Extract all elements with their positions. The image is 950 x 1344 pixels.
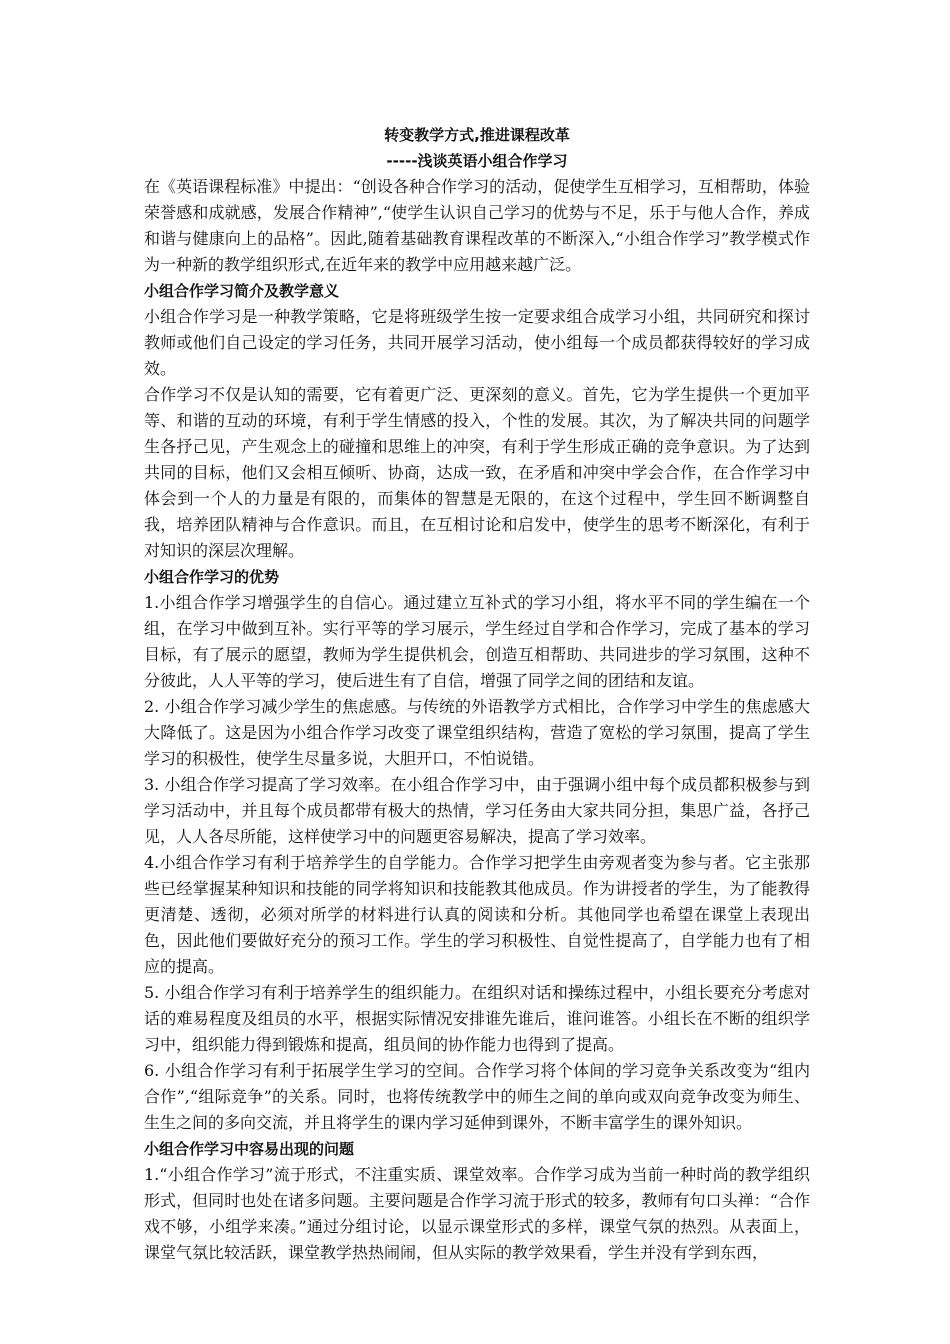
body-paragraph: 3. 小组合作学习提高了学习效率。在小组合作学习中，由于强调小组中每个成员都积极参与到学习活动中，并且每个成员都带有极大的热情，学习任务由大家共同分担，集思广益，各抒己见，人人各尽所能，这样使学习中的问题更容易解决，提高了学习效率。 bbox=[144, 775, 810, 846]
section-heading: 小组合作学习的优势 bbox=[144, 568, 280, 586]
body-paragraph: 小组合作学习是一种教学策略，它是将班级学生按一定要求组合成学习小组，共同研究和探讨教师或他们自己设定的学习任务，共同开展学习活动，使小组每一个成员都获得较好的学习成效。 bbox=[144, 307, 810, 378]
body-paragraph: 4.小组合作学习有利于培养学生的自学能力。合作学习把学生由旁观者变为参与者。它主张那些已经掌握某种知识和技能的同学将知识和技能教其他成员。作为讲授者的学生，为了能教得更清楚、透彻，必须对所学的材料进行认真的阅读和分析。其他同学也希望在课堂上表现出色，因此他们要做好充分的预习工作。学生的学习积极性、自觉性提高了，自学能力也有了相应的提高。 bbox=[144, 853, 810, 976]
section-heading: 小组合作学习简介及教学意义 bbox=[144, 282, 340, 300]
section-heading: 小组合作学习中容易出现的问题 bbox=[144, 1140, 355, 1158]
body-paragraph: 2. 小组合作学习减少学生的焦虑感。与传统的外语教学方式相比，合作学习中学生的焦虑感大大降低了。这是因为小组合作学习改变了课堂组织结构，营造了宽松的学习氛围，提高了学生学习的积极性，使学生尽量多说，大胆开口，不怕说错。 bbox=[144, 697, 810, 768]
body-paragraph: 合作学习不仅是认知的需要，它有着更广泛、更深刻的意义。首先，它为学生提供一个更加平等、和谐的互动的环境，有利于学生情感的投入，个性的发展。其次，为了解决共同的问题学生各抒己见，产生观念上的碰撞和思维上的冲突，有利于学生形成正确的竞争意识。为了达到共同的目标，他们又会相互倾听、协商，达成一致，在矛盾和冲突中学会合作，在合作学习中体会到一个人的力量是有限的，而集体的智慧是无限的，在这个过程中，学生回不断调整自我，培养团队精神与合作意识。而且，在互相讨论和启发中，使学生的思考不断深化，有利于对知识的深层次理解。 bbox=[144, 385, 810, 560]
document-page bbox=[144, 122, 810, 1266]
body-paragraph: 6. 小组合作学习有利于拓展学生学习的空间。合作学习将个体间的学习竞争关系改变为“组内合作”,“组际竞争”的关系。同时，也将传统教学中的师生之间的单向或双向竞争改变为师生、生生之间的多向交流，并且将学生的课内学习延伸到课外，不断丰富学生的课外知识。 bbox=[144, 1061, 810, 1132]
document-title: 转变教学方式,推进课程改革 bbox=[384, 126, 570, 144]
body-paragraph: 5. 小组合作学习有利于培养学生的组织能力。在组织对话和操练过程中，小组长要充分考虑对话的难易程度及组员的水平，根据实际情况安排谁先谁后，谁问谁答。小组长在不断的组织学习中，组织能力得到锻炼和提高，组员间的协作能力也得到了提高。 bbox=[144, 983, 810, 1054]
body-paragraph: 1.小组合作学习增强学生的自信心。通过建立互补式的学习小组，将水平不同的学生编在一个组，在学习中做到互补。实行平等的学习展示，学生经过自学和合作学习，完成了基本的学习目标，有了展示的愿望，教师为学生提供机会，创造互相帮助、共同进步的学习氛围，这种不分彼此，人人平等的学习，使后进生有了自信，增强了同学之间的团结和友谊。 bbox=[144, 593, 810, 690]
body-paragraph: 1.“小组合作学习”流于形式，不注重实质、课堂效率。合作学习成为当前一种时尚的教学组织形式，但同时也处在诸多问题。主要问题是合作学习流于形式的较多，教师有句口头禅：“合作戏不够，小组学来凑。”通过分组讨论，以显示课堂形式的多样，课堂气氛的热烈。从表面上，课堂气氛比较活跃，课堂教学热热闹闹，但从实际的教学效果看，学生并没有学到东西， bbox=[144, 1165, 810, 1262]
intro-paragraph: 在《英语课程标准》中提出：“创设各种合作学习的活动，促使学生互相学习，互相帮助，体验荣誉感和成就感，发展合作精神”,“使学生认识自己学习的优势与不足，乐于与他人合作，养成和谐与健康向上的品格”。因此,随着基础教育课程改革的不断深入,“小组合作学习”教学模式作为一种新的教学组织形式,在近年来的教学中应用越来越广泛。 bbox=[144, 177, 810, 274]
document-subtitle: -----浅谈英语小组合作学习 bbox=[386, 152, 568, 170]
